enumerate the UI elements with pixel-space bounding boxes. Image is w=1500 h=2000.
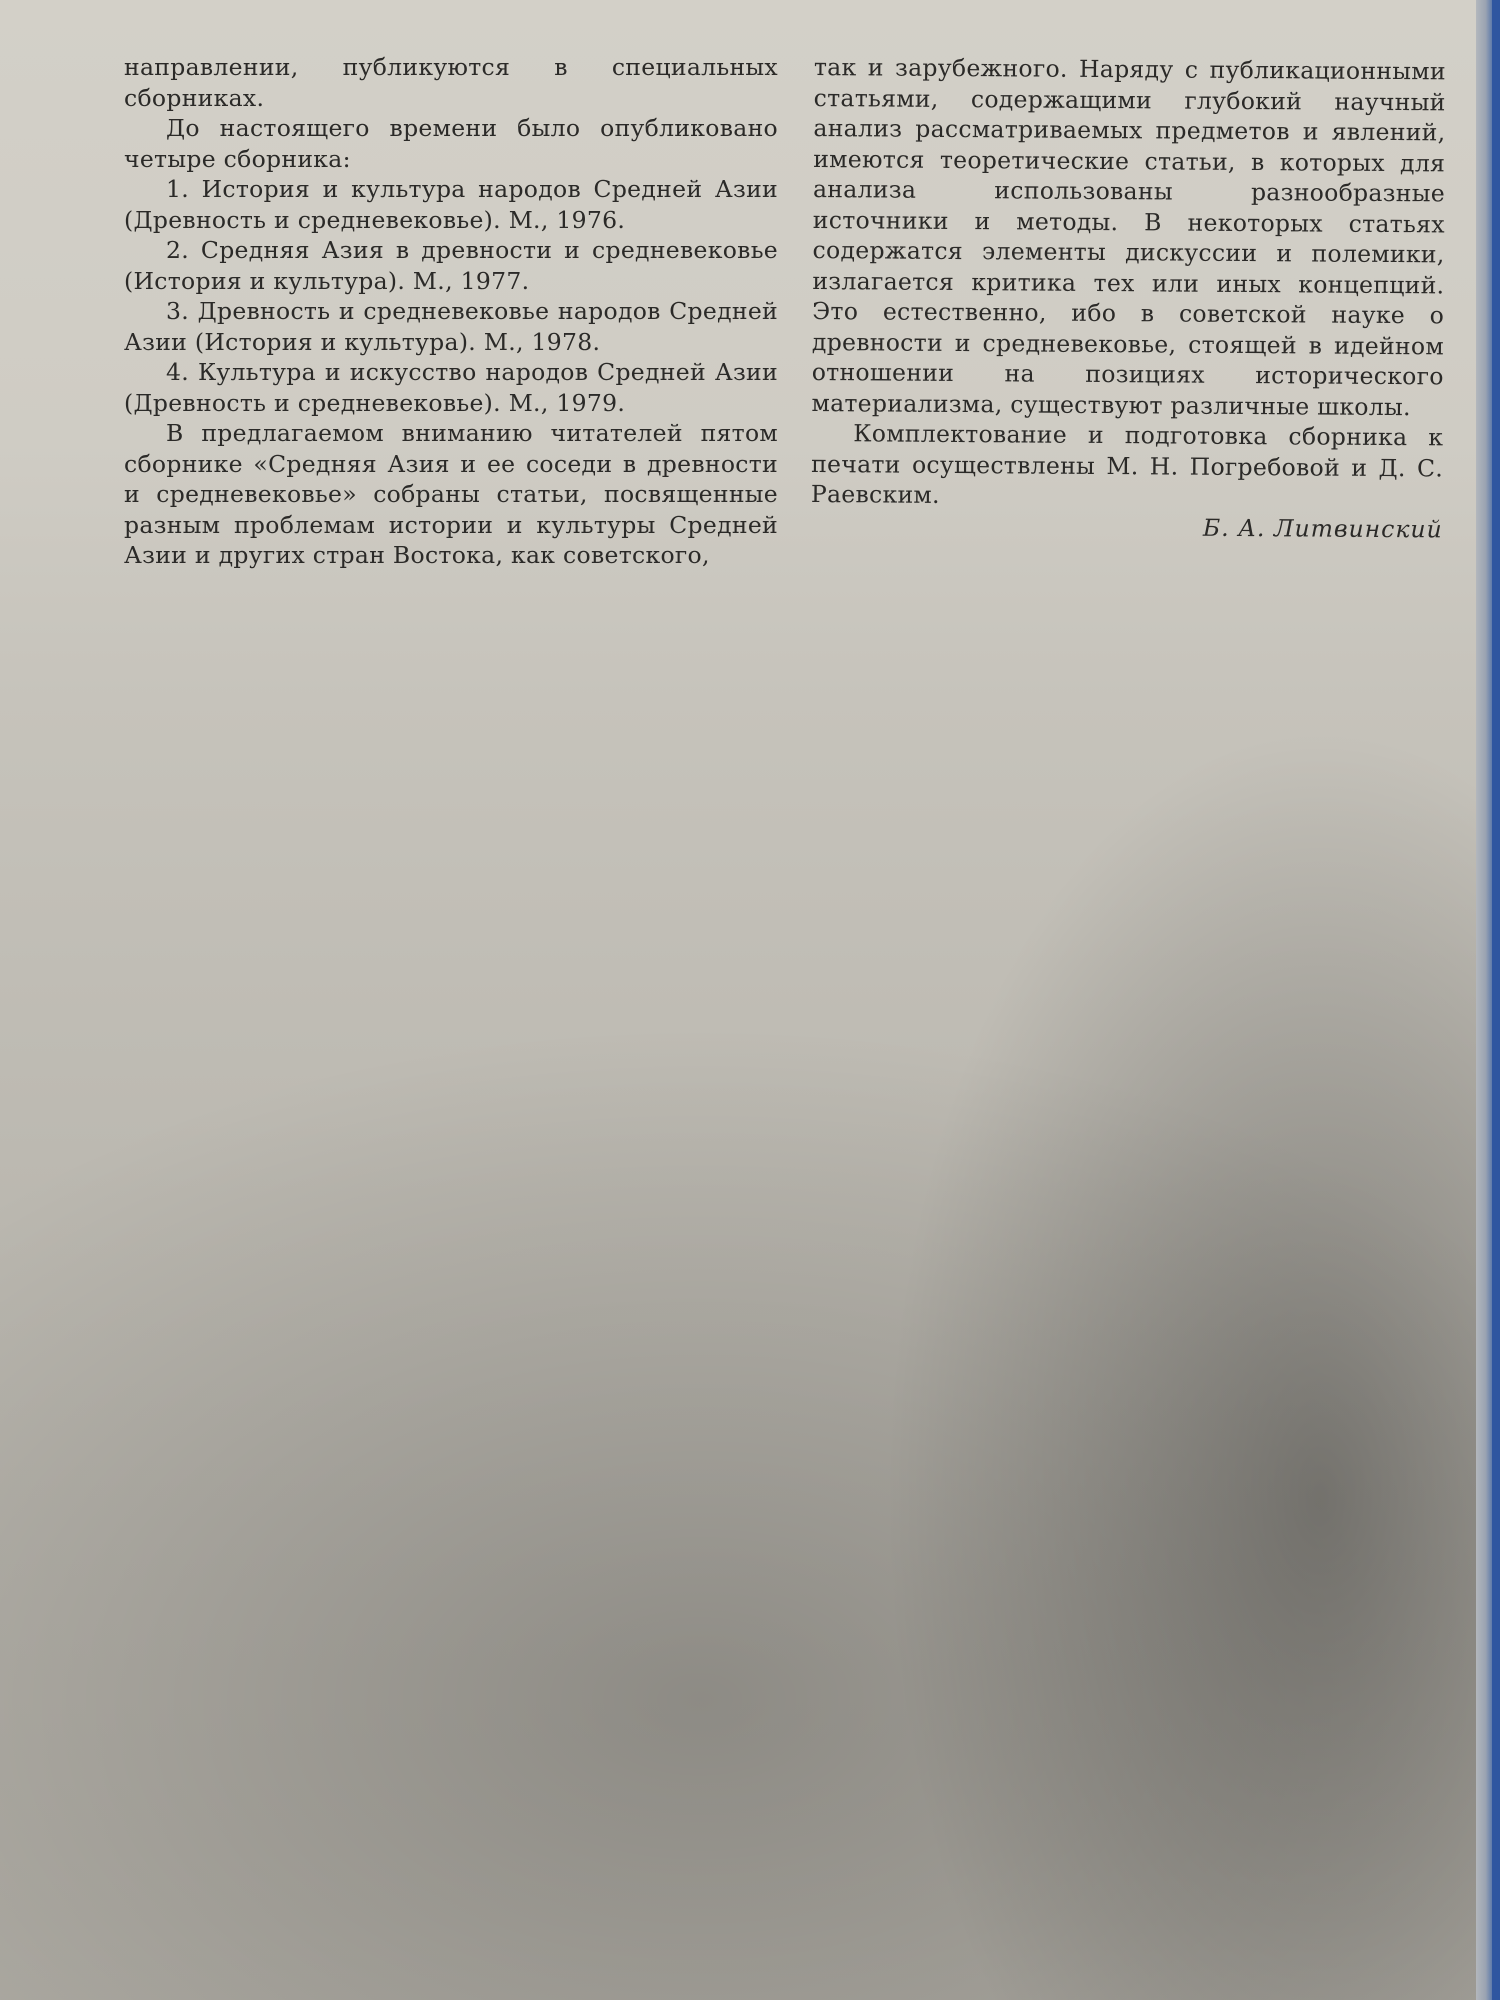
collection-item-4: 4. Культура и искусство народов Средней Азии (Древность и средневековье). М., 1979. — [124, 358, 778, 417]
fifth-collection-paragraph: В предлагаемом вниманию читателей пятом сборнике «Средняя Азия и ее соседи в древности и средневековье» собраны статьи, посвященные разным проблемам истории и культуры Средней Азии и других стран Востока, как советского, — [124, 419, 778, 569]
collection-item-1: 1. История и культура народов Средней Азии (Древность и средневековье). М., 1976. — [124, 175, 778, 234]
author-signature: Б. А. Литвинский — [1202, 513, 1443, 543]
credits-paragraph: Комплектование и подготовка сборника к печати осуществлены М. Н. Погребовой и Д. С. Раевским. — [810, 419, 1444, 509]
collection-item-2: 2. Средняя Азия в древности и средневековье (История и культура). М., 1977. — [124, 236, 778, 295]
book-cover-edge — [1492, 0, 1500, 2000]
continuation-paragraph: направлении, публикуются в специальных сборниках. — [124, 53, 778, 112]
collection-item-3: 3. Древность и средневековье народов Средней Азии (История и культура). М., 1978. — [124, 297, 778, 356]
intro-paragraph: До настоящего времени было опубликовано четыре сборника: — [124, 114, 778, 173]
left-text-column — [124, 52, 778, 571]
right-text-column — [811, 52, 1446, 544]
articles-paragraph: так и зарубежного. Наряду с публикационными статьями, содержащими глубокий научный анализ рассматриваемых предметов и явлений, имеются теоретические статьи, в которых для анализа использованы разнообразные источники и методы. В некоторых статьях содержатся элементы дискуссии и полемики, излагается критика тех или иных концепций. Это естественно, ибо в советской науке о древности и средневековье, стоящей в идейном отношении на позициях исторического материализма, существуют различные школы. — [811, 52, 1446, 421]
